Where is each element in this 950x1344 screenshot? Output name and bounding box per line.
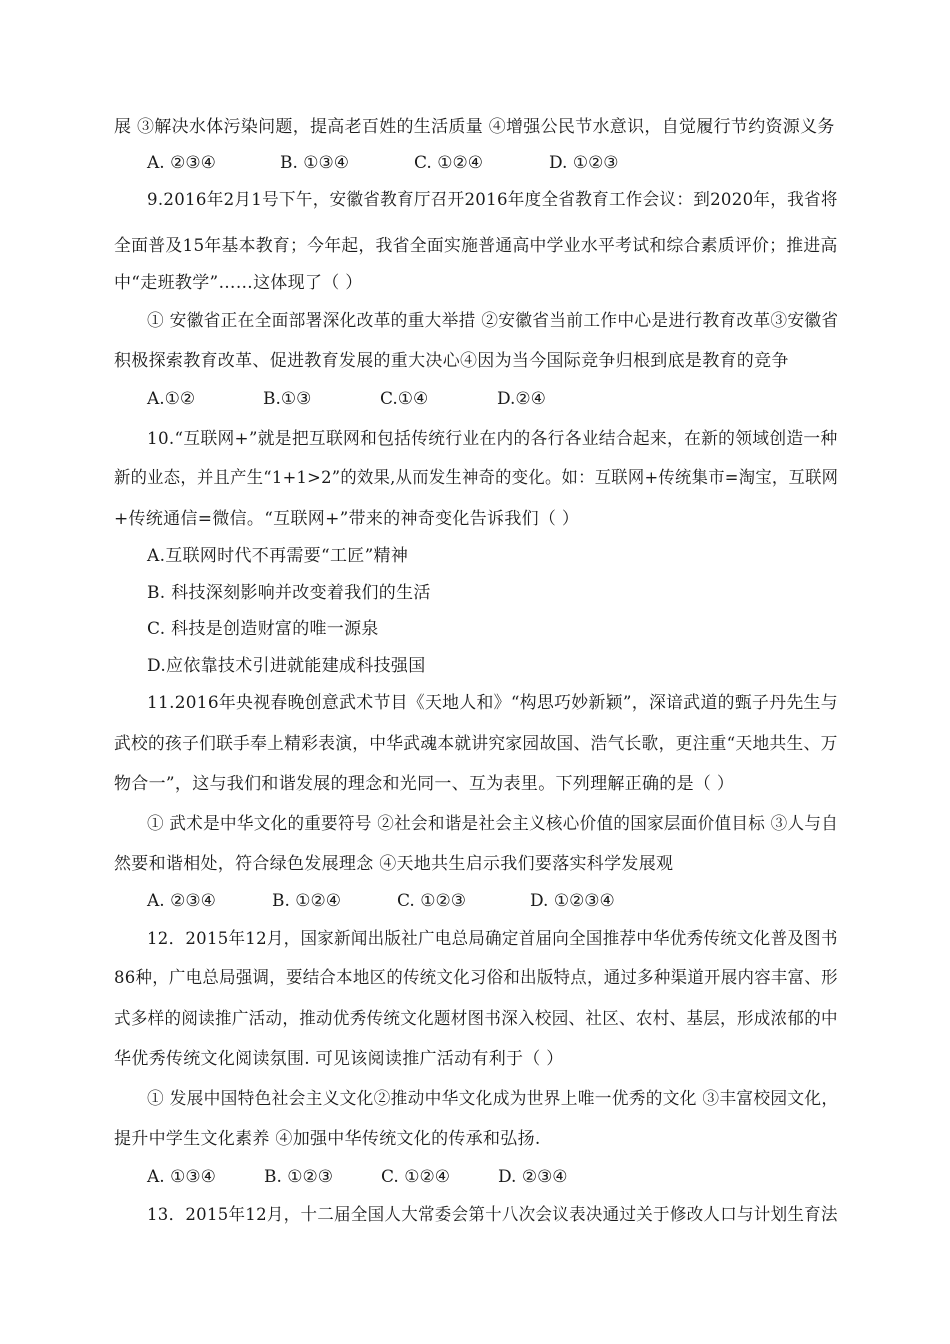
q10-stem-line-2: 新的业态，并且产生“1+1>2”的效果,从而发生神奇的变化。如：互联网+传统集市=淘宝，互联网 bbox=[114, 468, 839, 488]
q11-statement-line-2: 然要和谐相处，符合绿色发展理念 ④天地共生启示我们要落实科学发展观 bbox=[114, 854, 674, 874]
q12-stem-line-3: 式多样的阅读推广活动，推动优秀传统文化题材图书深入校园、社区、农村、基层，形成浓郁的中 bbox=[114, 1009, 838, 1029]
q9-stem-line-3: 中“走班教学”……这体现了（ ） bbox=[114, 273, 363, 293]
q12-option-d: D. ②③④ bbox=[498, 1167, 568, 1187]
q12-statement-line-2: 提升中学生文化素养 ④加强中华传统文化的传承和弘扬. bbox=[114, 1129, 541, 1149]
q8-option-a: A. ②③④ bbox=[147, 153, 216, 173]
q12-statement-line-1: ① 发展中国特色社会主义文化②推动中华文化成为世界上唯一优秀的文化 ③丰富校园文化， bbox=[147, 1089, 839, 1109]
q9-option-a: A.①② bbox=[147, 389, 196, 409]
q12-stem-line-4: 华优秀传统文化阅读氛围. 可见该阅读推广活动有利于（ ） bbox=[114, 1049, 564, 1069]
q10-stem-line-3: +传统通信=微信。“互联网+”带来的神奇变化告诉我们（ ） bbox=[114, 509, 580, 529]
q10-stem-line-1: 10.“互联网+”就是把互联网和包括传统行业在内的各行各业结合起来，在新的领域创造一种 bbox=[147, 429, 838, 449]
q12-option-a: A. ①③④ bbox=[147, 1167, 216, 1187]
q12-stem-line-2: 86种，广电总局强调，要结合本地区的传统文化习俗和出版特点，通过多种渠道开展内容丰富、形 bbox=[114, 968, 838, 988]
q11-option-b: B. ①②④ bbox=[272, 891, 342, 911]
q11-stem-line-2: 武校的孩子们联手奉上精彩表演，中华武魂本就讲究家园故国、浩气长歌，更注重“天地共生、万 bbox=[114, 734, 838, 754]
q9-statement-line-1: ① 安徽省正在全面部署深化改革的重大举措 ②安徽省当前工作中心是进行教育改革③安徽省 bbox=[147, 311, 839, 331]
q9-stem-line-1: 9.2016年2月1号下午，安徽省教育厅召开2016年度全省教育工作会议：到2020年，我省将 bbox=[147, 190, 838, 210]
q9-option-c: C.①④ bbox=[380, 389, 429, 409]
q12-option-c: C. ①②④ bbox=[381, 1167, 450, 1187]
q11-options bbox=[147, 890, 847, 912]
q11-option-a: A. ②③④ bbox=[147, 891, 216, 911]
q8-option-b: B. ①③④ bbox=[280, 153, 350, 173]
q9-stem-line-2: 全面普及15年基本教育；今年起，我省全面实施普通高中学业水平考试和综合素质评价；推进高 bbox=[114, 236, 838, 256]
q12-stem-line-1: 12．2015年12月，国家新闻出版社广电总局确定首届向全国推荐中华优秀传统文化普及图书 bbox=[147, 929, 838, 949]
q8-options bbox=[147, 152, 847, 174]
q11-option-c: C. ①②③ bbox=[397, 891, 466, 911]
q8-option-d: D. ①②③ bbox=[549, 153, 619, 173]
q10-option-a: A.互联网时代不再需要“工匠”精神 bbox=[147, 546, 409, 566]
q12-option-b: B. ①②③ bbox=[264, 1167, 334, 1187]
q13-stem-line-1: 13．2015年12月，十二届全国人大常委会第十八次会议表决通过关于修改人口与计划生育法 bbox=[147, 1205, 838, 1225]
q11-stem-line-3: 物合一”，这与我们和谐发展的理念和光同一、互为表里。下列理解正确的是（ ） bbox=[114, 774, 735, 794]
q9-option-b: B.①③ bbox=[263, 389, 312, 409]
q11-option-d: D. ①②③④ bbox=[530, 891, 615, 911]
q11-stem-line-1: 11.2016年央视春晚创意武术节目《天地人和》“构思巧妙新颖”，深谙武道的甄子丹先生与 bbox=[147, 693, 838, 713]
q9-statement-line-2: 积极探索教育改革、促进教育发展的重大决心④因为当今国际竞争归根到底是教育的竞争 bbox=[114, 351, 789, 371]
q11-statement-line-1: ① 武术是中华文化的重要符号 ②社会和谐是社会主义核心价值的国家层面价值目标 ③人与自 bbox=[147, 814, 839, 834]
q10-option-b: B. 科技深刻影响并改变着我们的生活 bbox=[147, 583, 431, 603]
q10-option-c: C. 科技是创造财富的唯一源泉 bbox=[147, 619, 379, 639]
q12-options bbox=[147, 1166, 847, 1188]
q10-option-d: D.应依靠技术引进就能建成科技强国 bbox=[147, 656, 426, 676]
q9-option-d: D.②④ bbox=[497, 389, 546, 409]
q9-options bbox=[147, 388, 847, 410]
q8-text-line: 展 ③解决水体污染问题，提高老百姓的生活质量 ④增强公民节水意识，自觉履行节约资源义务 bbox=[114, 117, 835, 137]
q8-option-c: C. ①②④ bbox=[414, 153, 483, 173]
